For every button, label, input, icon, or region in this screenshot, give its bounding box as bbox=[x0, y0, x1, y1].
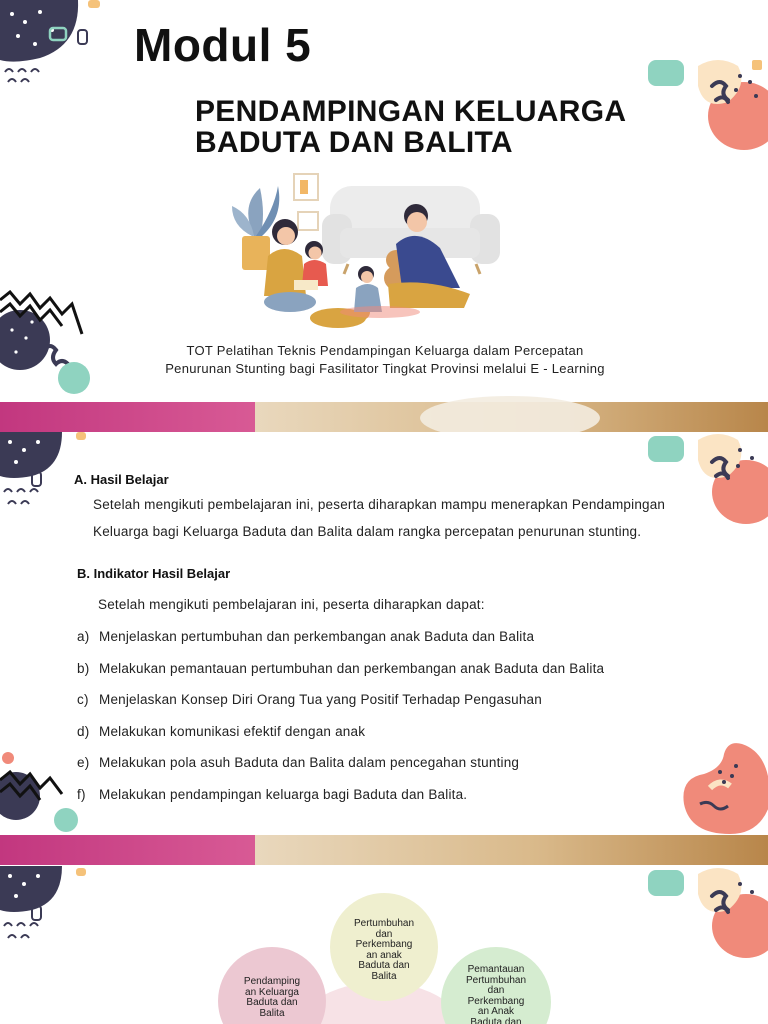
module-title: PENDAMPINGAN KELUARGA BADUTA DAN BALITA bbox=[195, 95, 627, 159]
module-number: Modul 5 bbox=[134, 19, 312, 71]
decor-top-right bbox=[640, 432, 768, 532]
decor-top-right bbox=[640, 866, 768, 966]
list-item: f) Melakukan pendampingan keluarga bagi Baduta dan Balita. bbox=[77, 787, 468, 802]
heading-indikator: B. Indikator Hasil Belajar bbox=[77, 566, 231, 581]
list-item: e) Melakukan pola asuh Baduta dan Balita dalam pencegahan stunting bbox=[77, 755, 520, 770]
indikator-intro: Setelah mengikuti pembelajaran ini, peserta diharapkan dapat: bbox=[98, 597, 485, 612]
slide-footer-band bbox=[0, 835, 768, 865]
list-item: a) Menjelaskan pertumbuhan dan perkembangan anak Baduta dan Balita bbox=[77, 629, 535, 644]
diagram-circle-pertumbuhan: Pertumbuhan dan Perkembang an anak Baduta dan Balita bbox=[330, 893, 438, 1001]
heading-hasil-belajar: A. Hasil Belajar bbox=[74, 472, 169, 487]
slide-diagram bbox=[0, 866, 768, 1024]
decor-left-middle bbox=[0, 290, 100, 410]
list-item: d) Melakukan komunikasi efektif dengan anak bbox=[77, 724, 366, 739]
decor-top-right bbox=[640, 56, 768, 156]
diagram-circle-pendampingan: Pendamping an Keluarga Baduta dan Balita bbox=[218, 947, 326, 1024]
slide-footer-band bbox=[0, 402, 768, 432]
list-item: c) Menjelaskan Konsep Diri Orang Tua yang Positif Terhadap Pengasuhan bbox=[77, 692, 542, 707]
slide-learning-outcomes bbox=[0, 432, 768, 835]
hasil-belajar-text-line2: Keluarga bagi Keluarga Baduta dan Balita dalam rangka percepatan penurunan stunting. bbox=[93, 524, 642, 539]
slide-cover bbox=[0, 0, 768, 432]
training-subtitle: TOT Pelatihan Teknis Pendampingan Keluarga dalam Percepatan Penurunan Stunting bagi Fasilitator Tingkat Provinsi melalui E - Learning bbox=[165, 343, 605, 376]
decor-top-left bbox=[0, 0, 110, 90]
diagram-circle-pemantauan: Pemantauan Pertumbuhan dan Perkembang an Anak Baduta dan bbox=[441, 947, 551, 1024]
family-illustration bbox=[230, 166, 500, 336]
decor-top-left bbox=[0, 866, 100, 946]
decor-bottom-right bbox=[680, 738, 768, 835]
list-item: b) Melakukan pemantauan pertumbuhan dan perkembangan anak Baduta dan Balita bbox=[77, 661, 605, 676]
hasil-belajar-text-line1: Setelah mengikuti pembelajaran ini, peserta diharapkan mampu menerapkan Pendampingan bbox=[93, 497, 666, 512]
